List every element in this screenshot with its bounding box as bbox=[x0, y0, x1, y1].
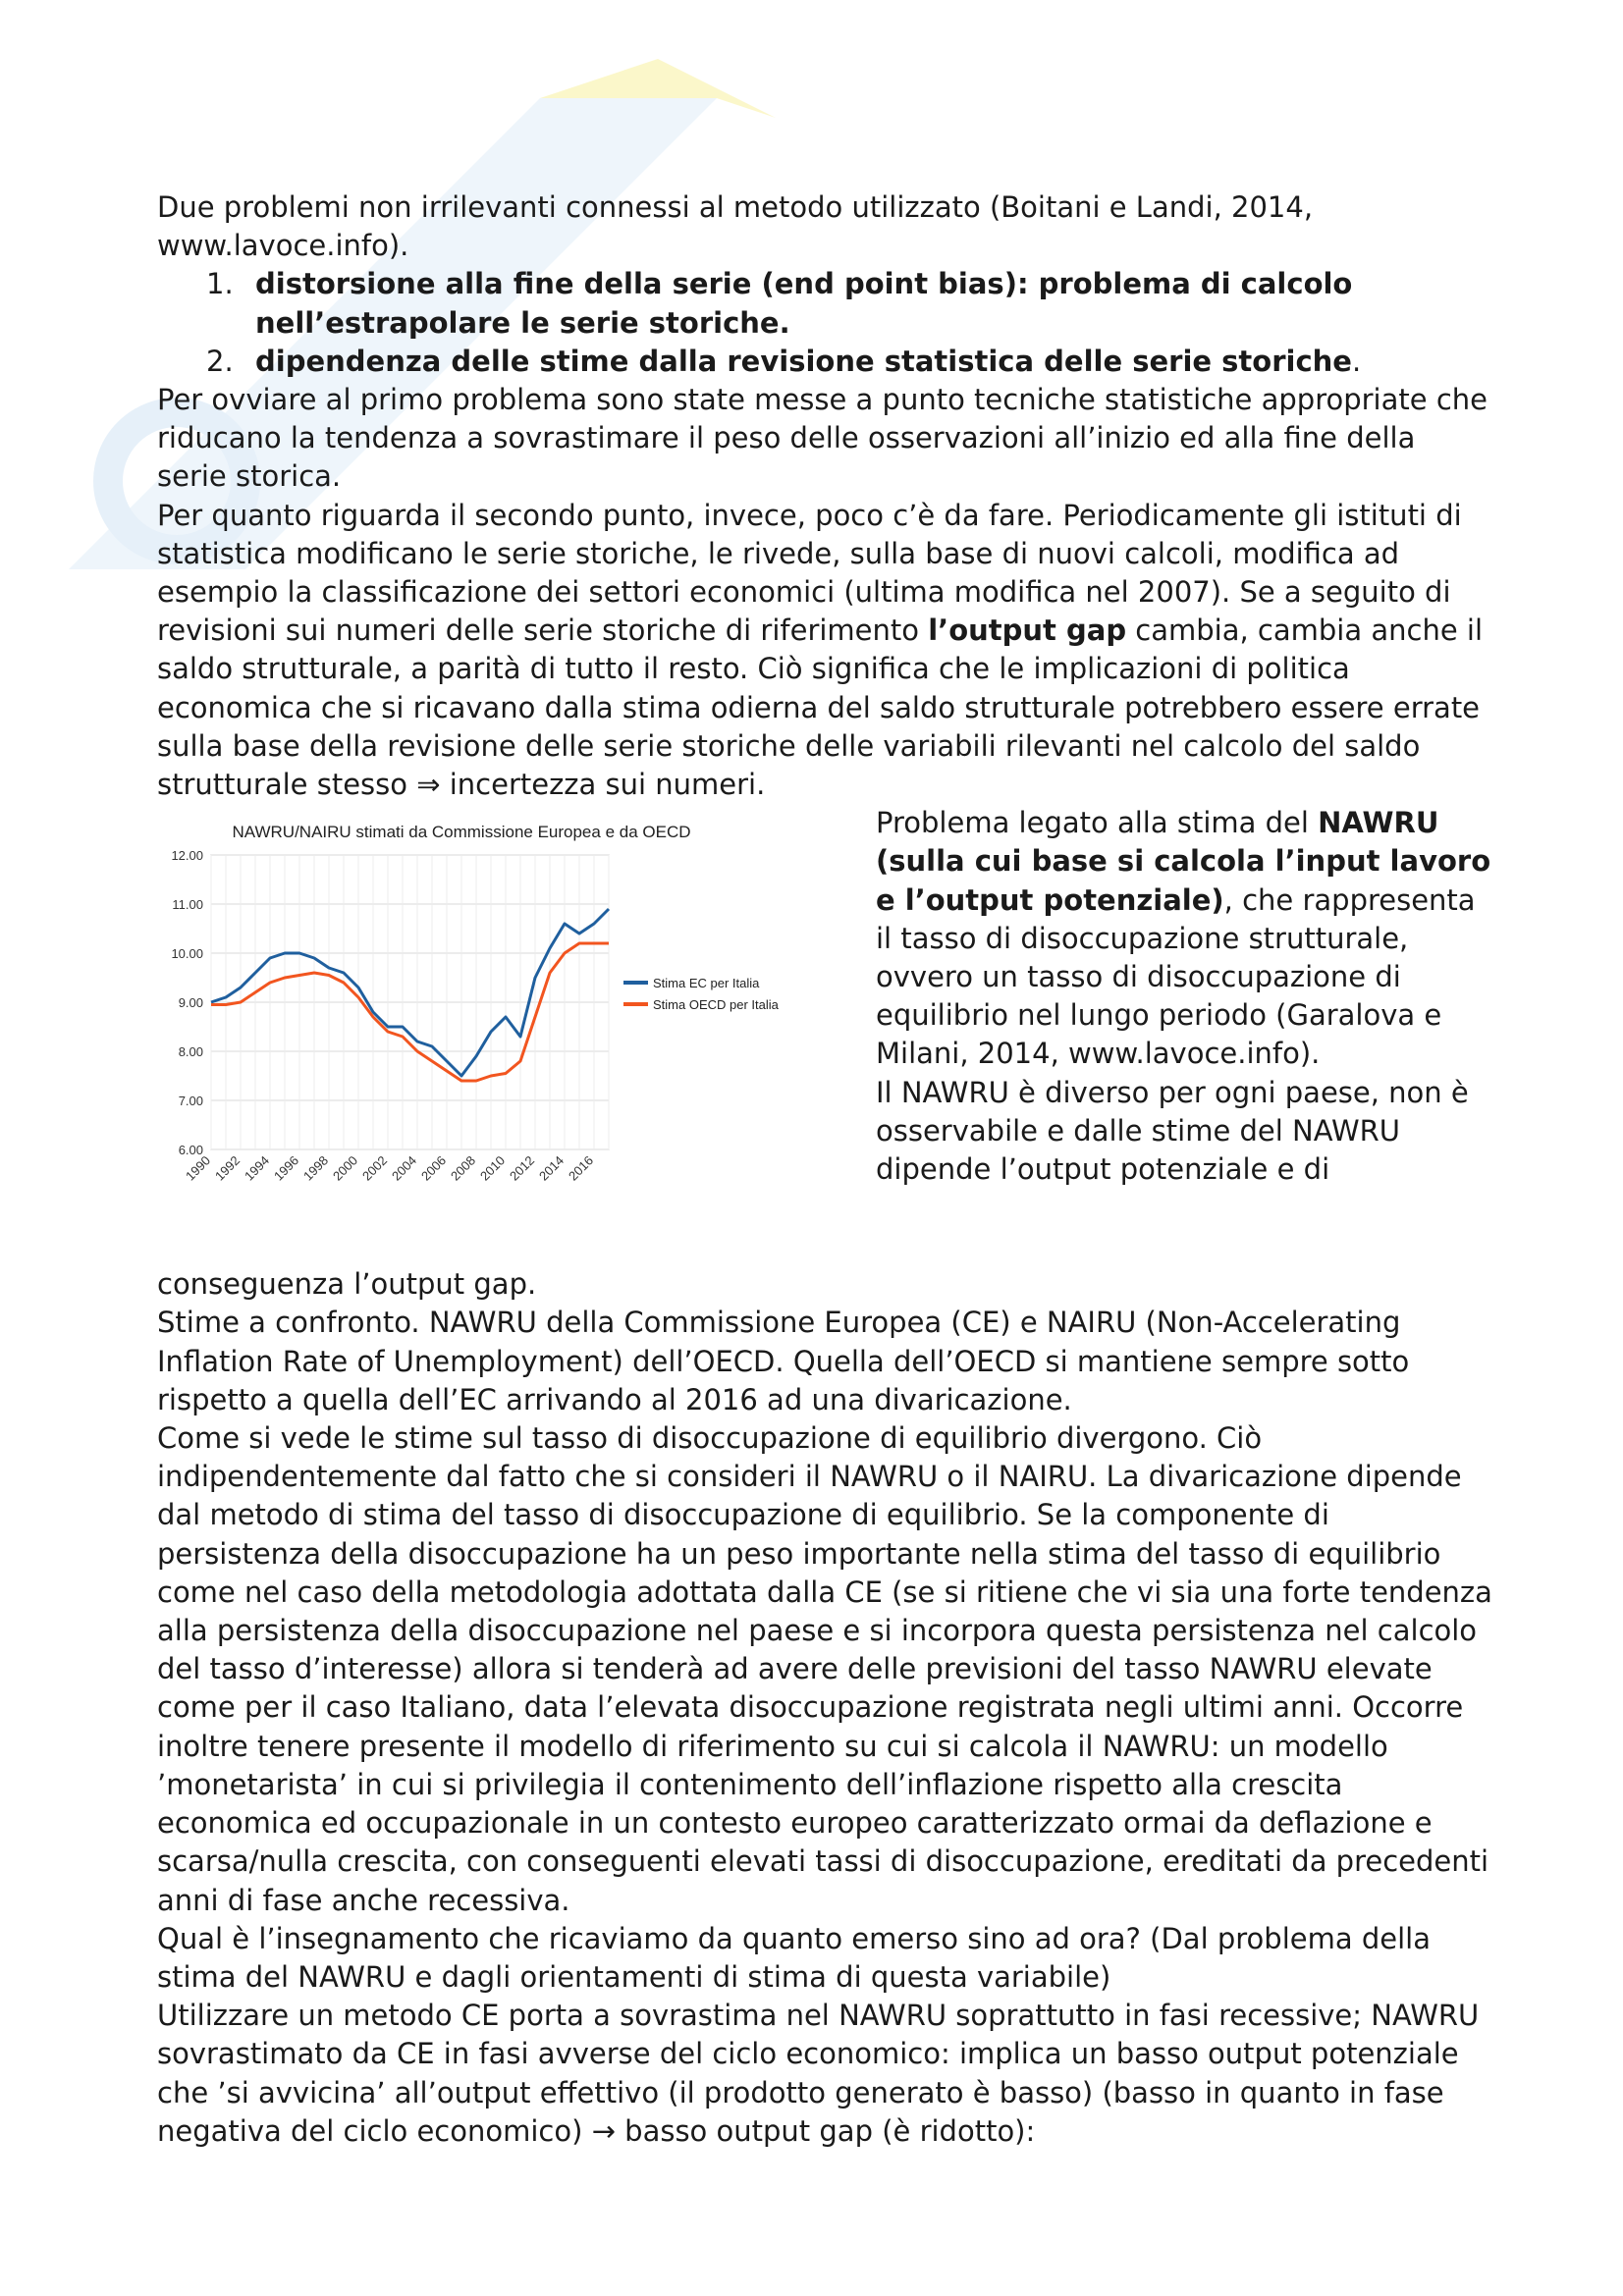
list-item-text: distorsione alla fine della serie (end point bias): problema di calcolo nell’estrapolare le serie storiche. bbox=[255, 267, 1353, 340]
y-tick-label: 7.00 bbox=[178, 1094, 203, 1109]
y-tick-label: 12.00 bbox=[171, 848, 203, 864]
list-item bbox=[206, 343, 1492, 381]
document-body bbox=[157, 188, 1492, 2151]
x-tick-label: 2010 bbox=[477, 1152, 509, 1184]
x-tick-label: 1998 bbox=[300, 1152, 332, 1184]
paragraph-revisions-b: cambia, cambia anche il saldo strutturale, a parità di tutto il resto. Ciò significa che le implicazioni di politica economica che si ricavano dalla stima odierna del saldo strutturale potrebbero essere errate sulla base della revisione delle serie storiche delle variabili rilevanti nel calcolo del saldo strutturale stesso ⇒ incertezza sui numeri. bbox=[157, 614, 1484, 802]
y-tick-label: 8.00 bbox=[178, 1044, 203, 1060]
x-tick-label: 2000 bbox=[330, 1152, 361, 1184]
x-tick-label: 2008 bbox=[448, 1152, 479, 1184]
x-tick-label: 2014 bbox=[536, 1152, 568, 1184]
list-number: 1. bbox=[206, 267, 234, 301]
numbered-list bbox=[157, 265, 1492, 381]
paragraph-revisions-a: Per quanto riguarda il secondo punto, invece, poco c’è da fare. Periodicamente gli istituti di statistica modificano le serie storiche, le rivede, sulla base di nuovi calcoli, modifica ad esempio la classificazione dei settori economici (ultima modifica nel 2007). Se a seguito di revisioni sui numeri delle serie storiche di riferimento bbox=[157, 498, 1462, 648]
side-paragraph-1 bbox=[876, 804, 1494, 1073]
x-tick-label: 2006 bbox=[418, 1152, 450, 1184]
chart-title: NAWRU/NAIRU stimati da Commissione Europea e da OECD bbox=[232, 823, 691, 842]
side-paragraph-2: Il NAWRU è diverso per ogni paese, non è osservabile e dalle stime del NAWRU dipende l’output potenziale e di bbox=[876, 1075, 1469, 1187]
y-tick-label: 6.00 bbox=[178, 1143, 203, 1158]
x-tick-label: 1990 bbox=[183, 1152, 214, 1184]
x-tick-label: 1996 bbox=[271, 1152, 302, 1184]
intro-paragraph: Due problemi non irrilevanti connessi al metodo utilizzato (Boitani e Landi, 2014, www.lavoce.info). bbox=[157, 190, 1314, 263]
y-tick-label: 9.00 bbox=[178, 995, 203, 1011]
y-tick-label: 11.00 bbox=[172, 897, 203, 913]
nawru-side-text bbox=[876, 804, 1494, 1189]
paragraph-revisions bbox=[157, 497, 1492, 805]
x-tick-label: 2002 bbox=[359, 1152, 391, 1184]
list-number: 2. bbox=[206, 344, 234, 378]
paragraph-comparison: Stime a confronto. NAWRU della Commissione Europea (CE) e NAIRU (Non-Accelerating Inflation Rate of Unemployment) dell’OECD. Quella dell’OECD si mantiene sempre sotto rispetto a quella dell’EC arrivando al 2016 ad una divaricazione. bbox=[157, 1306, 1410, 1416]
list-item-tail: . bbox=[1351, 344, 1362, 378]
side-text-a: Problema legato alla stima del bbox=[876, 806, 1319, 840]
chart-and-text-block bbox=[157, 804, 1492, 1265]
list-item bbox=[206, 265, 1492, 342]
paragraph-divergence: Come si vede le stime sul tasso di disoccupazione di equilibrio divergono. Ciò indipendentemente dal fatto che si consideri il NAWRU o il NAIRU. La divaricazione dipende dal metodo di stima del tasso di disoccupazione di equilibrio. Se la componente di persistenza della disoccupazione ha un peso importante nella stima del tasso di equilibrio come nel caso della metodologia adottata dalla CE (se si ritiene che vi sia una forte tendenza alla persistenza della disoccupazione nel paese e si incorpora questa persistenza nel calcolo del tasso d’interesse) allora si tenderà ad avere delle previsioni del tasso NAWRU elevate come per il caso Italiano, data l’elevata disoccupazione registrata negli ultimi anni. Occorre inoltre tenere presente il modello di riferimento su cui si calcola il NAWRU: un modello ’monetarista’ in cui si privilegia il contenimento dell’inflazione rispetto alla crescita economica ed occupazionale in un contesto europeo caratterizzato ormai da deflazione e scarsa/nulla crescita, con conseguenti elevati tassi di disoccupazione, ereditati da precedenti anni di fase anche recessiva. bbox=[157, 1421, 1492, 1917]
x-tick-label: 2004 bbox=[389, 1152, 420, 1184]
x-tick-label: 1994 bbox=[242, 1152, 273, 1184]
nawru-chart bbox=[157, 816, 844, 1267]
y-tick-label: 10.00 bbox=[171, 946, 203, 962]
output-gap-term: l’output gap bbox=[928, 614, 1127, 648]
legend-label: Stima EC per Italia bbox=[653, 976, 760, 991]
x-tick-label: 2012 bbox=[507, 1152, 538, 1184]
paragraph-end-point: Per ovviare al primo problema sono state messe a punto tecniche statistiche appropriate che riducano la tendenza a sovrastimare il peso delle osservazioni all’inizio ed alla fine della serie storica. bbox=[157, 383, 1488, 494]
paragraph-question: Qual è l’insegnamento che ricaviamo da quanto emerso sino ad ora? (Dal problema della stima del NAWRU e dagli orientamenti di stima di questa variabile) bbox=[157, 1921, 1431, 1994]
list-item-text: dipendenza delle stime dalla revisione statistica delle serie storiche bbox=[255, 344, 1352, 378]
x-tick-label: 2016 bbox=[566, 1152, 597, 1184]
paragraph-consequence: conseguenza l’output gap. bbox=[157, 1267, 537, 1302]
legend-label: Stima OECD per Italia bbox=[653, 997, 779, 1013]
nawru-term: NAWRU (sulla cui base si calcola l’input lavoro e l’output potenziale) bbox=[876, 806, 1491, 917]
paragraph-conclusion: Utilizzare un metodo CE porta a sovrastima nel NAWRU soprattutto in fasi recessive; NAWRU sovrastimato da CE in fasi avverse del ciclo economico: implica un basso output potenziale che ’si avvicina’ all’output effettivo (il prodotto generato è basso) (basso in quanto in fase negativa del ciclo economico) → basso output gap (è ridotto): bbox=[157, 1999, 1480, 2148]
x-tick-label: 1992 bbox=[212, 1152, 243, 1184]
side-text-b: , che rappresenta il tasso di disoccupazione strutturale, ovvero un tasso di disoccupazione di equilibrio nel lungo periodo (Garalova e Milani, 2014, www.lavoce.info). bbox=[876, 882, 1476, 1071]
series-line-oecd bbox=[211, 943, 609, 1081]
